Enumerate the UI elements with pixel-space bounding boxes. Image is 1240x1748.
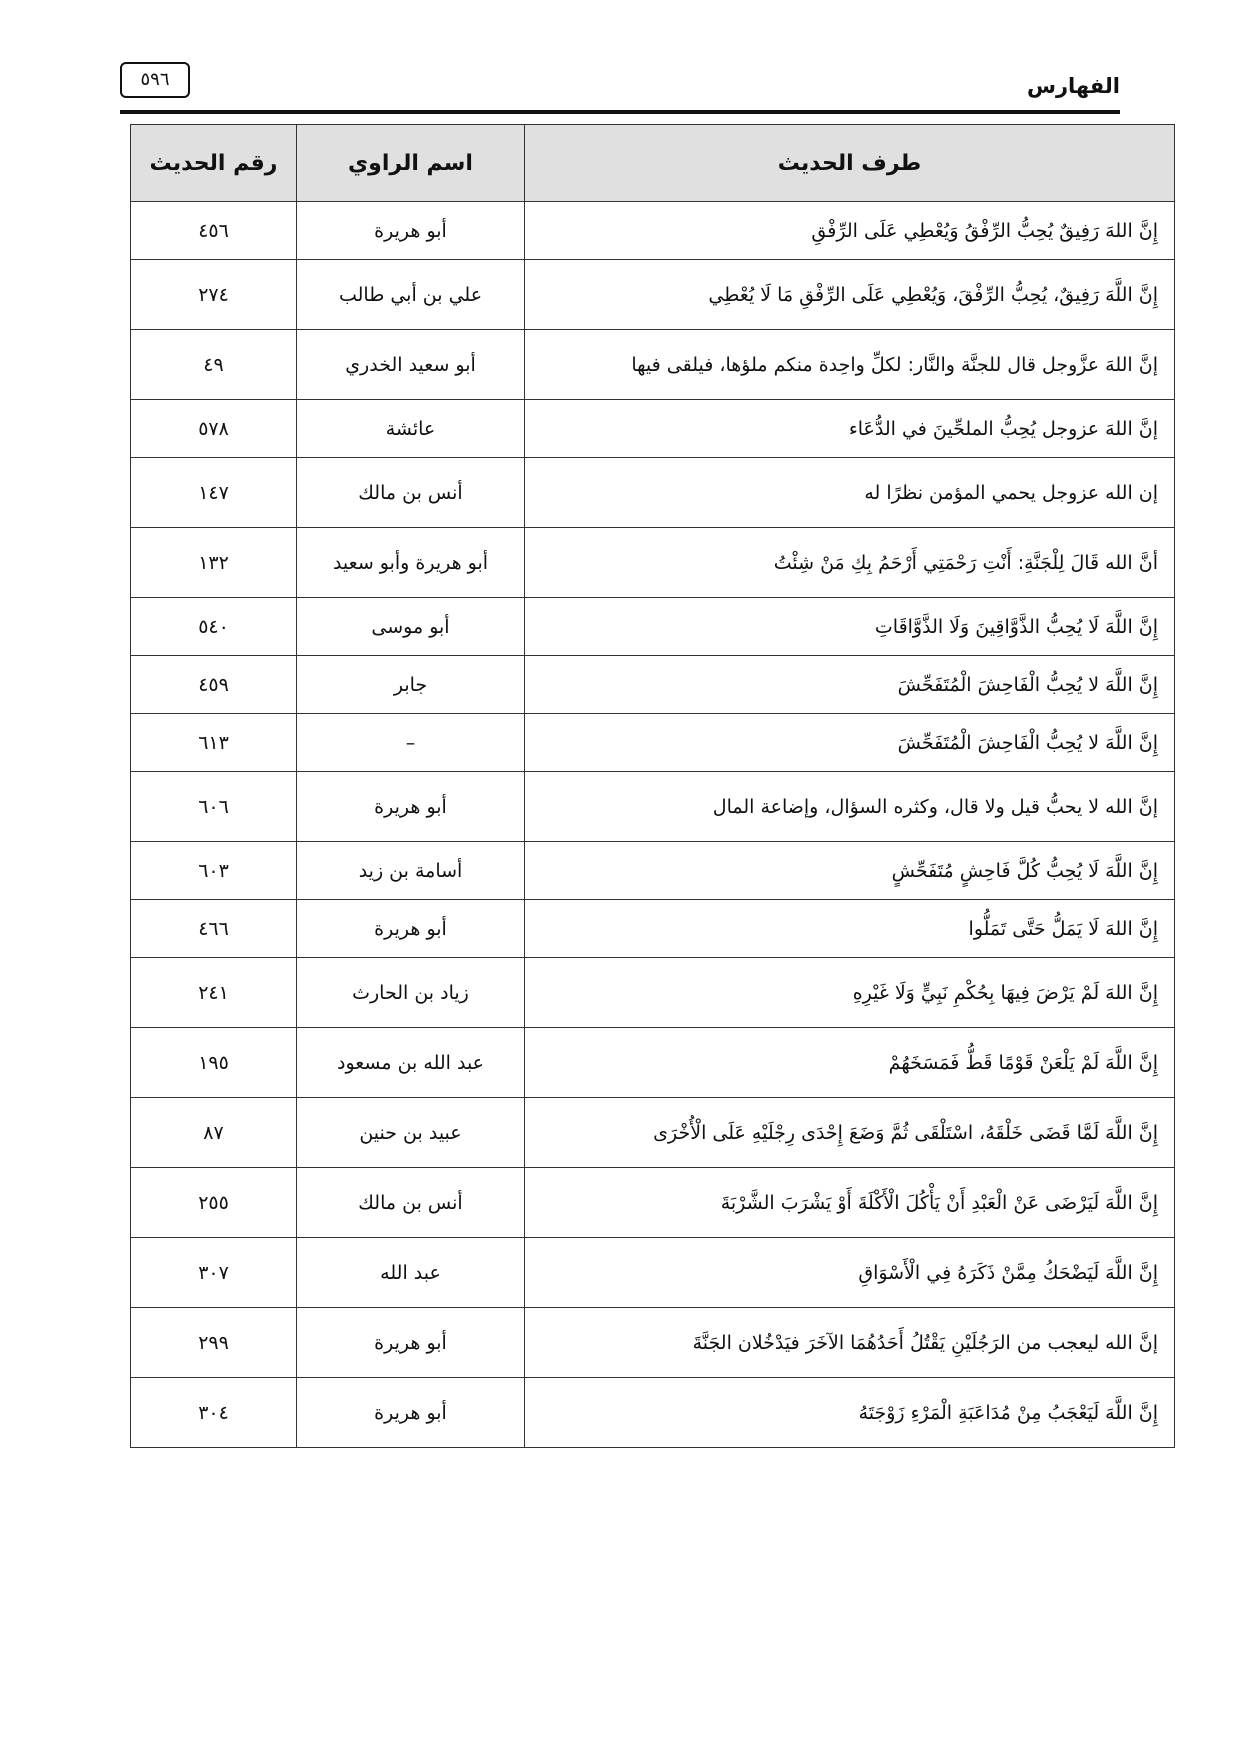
table-row — [131, 1168, 1175, 1238]
hadith-cell: إِنَّ اللَّهَ لَيَرْضَى عَنْ الْعَبْدِ أَنْ يَأْكُلَ الْأَكْلَةَ أَوْ يَشْرَبَ الشَّرْبَةَ — [525, 1168, 1175, 1238]
table-row — [131, 958, 1175, 1028]
hadith-number-cell: ٥٧٨ — [131, 400, 297, 458]
narrator-cell: أبو هريرة — [297, 900, 525, 958]
narrator-cell: عبد الله — [297, 1238, 525, 1308]
hadith-cell: إِنَّ اللهَ رَفِيقٌ يُحِبُّ الرِّفْقُ وَيُعْطِي عَلَى الرِّفْقِ — [525, 202, 1175, 260]
hadith-cell: إِنَّ اللَّهَ لَا يُحِبُّ الذَّوَّاقِينَ وَلَا الذَّوَّاقَاتِ — [525, 598, 1175, 656]
hadith-cell: إنَّ الله لا يحبُّ قيل ولا قال، وكثره السؤال، وإضاعة المال — [525, 772, 1175, 842]
hadith-number-cell: ٥٤٠ — [131, 598, 297, 656]
hadith-cell: إنَّ الله ليعجب من الرَجُلَيْنِ يَقْتُلُ أَحَدُهُمَا الآخَرَ فيَدْخُلان الجَنَّةَ — [525, 1308, 1175, 1378]
hadith-cell: إِنَّ اللَّهَ لَمْ يَلْعَنْ قَوْمًا قَطُّ فَمَسَخَهُمْ — [525, 1028, 1175, 1098]
hadith-number-cell: ٢٩٩ — [131, 1308, 297, 1378]
hadith-cell: إِنَّ اللَّهَ لَمَّا قَضَى خَلْقَهُ، اسْتَلْقَى ثُمَّ وَضَعَ إِحْدَى رِجْلَيْهِ عَلَى الْأُخْرَى — [525, 1098, 1175, 1168]
hadith-number-cell: ٤٥٦ — [131, 202, 297, 260]
table-row — [131, 656, 1175, 714]
hadith-cell: إِنَّ اللَّهَ لَيَعْجَبُ مِنْ مُدَاعَبَةِ الْمَرْءِ زَوْجَتَهُ — [525, 1378, 1175, 1448]
narrator-cell: أبو موسى — [297, 598, 525, 656]
hadith-number-cell: ٦١٣ — [131, 714, 297, 772]
narrator-cell: أبو هريرة — [297, 1308, 525, 1378]
hadith-cell: إِنَّ اللَّهَ لَيَضْحَكُ مِمَّنْ ذَكَرَهُ فِي الْأَسْوَاقِ — [525, 1238, 1175, 1308]
narrator-cell: علي بن أبي طالب — [297, 260, 525, 330]
narrator-cell: زياد بن الحارث — [297, 958, 525, 1028]
table-row — [131, 202, 1175, 260]
narrator-cell: عائشة — [297, 400, 525, 458]
hadith-cell: إِنَّ اللهَ لَمْ يَرْضَ فِيهَا بِحُكْمِ نَبِيٍّ وَلَا غَيْرِهِ — [525, 958, 1175, 1028]
table-row — [131, 714, 1175, 772]
table-row — [131, 772, 1175, 842]
table-header-row — [131, 125, 1175, 202]
page-header — [120, 62, 1120, 110]
narrator-cell: عبد الله بن مسعود — [297, 1028, 525, 1098]
narrator-cell: أبو هريرة — [297, 202, 525, 260]
hadith-cell: إنَّ اللهَ عزوجل يُحِبُّ الملحِّينَ في الدُّعَاء — [525, 400, 1175, 458]
hadith-number-cell: ٢٥٥ — [131, 1168, 297, 1238]
narrator-cell: أبو هريرة — [297, 772, 525, 842]
hadith-cell: إِنَّ اللَّهَ لَا يُحِبُّ كُلَّ فَاحِشٍ مُتَفَحِّشٍ — [525, 842, 1175, 900]
hadith-cell: إن الله عزوجل يحمي المؤمن نظرًا له — [525, 458, 1175, 528]
narrator-cell: عبيد بن حنين — [297, 1098, 525, 1168]
hadith-number-cell: ٢٧٤ — [131, 260, 297, 330]
hadith-index-table — [130, 124, 1175, 1448]
narrator-cell: أسامة بن زيد — [297, 842, 525, 900]
narrator-cell: أنس بن مالك — [297, 458, 525, 528]
hadith-number-cell: ١٤٧ — [131, 458, 297, 528]
narrator-cell: – — [297, 714, 525, 772]
table-row — [131, 1098, 1175, 1168]
hadith-number-cell: ١٩٥ — [131, 1028, 297, 1098]
column-header-number: رقم الحديث — [131, 125, 297, 202]
narrator-cell: أبو سعيد الخدري — [297, 330, 525, 400]
narrator-cell: جابر — [297, 656, 525, 714]
table-row — [131, 1308, 1175, 1378]
hadith-number-cell: ٦٠٦ — [131, 772, 297, 842]
hadith-number-cell: ٣٠٧ — [131, 1238, 297, 1308]
table-row — [131, 400, 1175, 458]
table-row — [131, 1028, 1175, 1098]
hadith-number-cell: ٤٦٦ — [131, 900, 297, 958]
hadith-cell: إنَّ اللهَ عزَّوجل قال للجنَّة والنَّار: لكلِّ واحِدة منكم ملؤها، فيلقى فيها — [525, 330, 1175, 400]
header-rule — [120, 110, 1120, 114]
table-row — [131, 1238, 1175, 1308]
hadith-cell: إِنَّ اللَّهَ لا يُحِبُّ الْفَاحِشَ الْمُتَفَحِّشَ — [525, 714, 1175, 772]
hadith-cell: أنَّ الله قَالَ لِلْجَنَّةِ: أَنْتِ رَحْمَتِي أَرْحَمُ بِكِ مَنْ شِئْتُ — [525, 528, 1175, 598]
table-row — [131, 598, 1175, 656]
hadith-number-cell: ٤٥٩ — [131, 656, 297, 714]
column-header-narrator: اسم الراوي — [297, 125, 525, 202]
table-row — [131, 458, 1175, 528]
hadith-number-cell: ٣٠٤ — [131, 1378, 297, 1448]
hadith-cell: إِنَّ اللهَ لَا يَمَلُّ حَتَّى تَمَلُّوا — [525, 900, 1175, 958]
narrator-cell: أبو هريرة — [297, 1378, 525, 1448]
hadith-number-cell: ٨٧ — [131, 1098, 297, 1168]
narrator-cell: أنس بن مالك — [297, 1168, 525, 1238]
hadith-number-cell: ٤٩ — [131, 330, 297, 400]
hadith-number-cell: ٦٠٣ — [131, 842, 297, 900]
table-row — [131, 260, 1175, 330]
running-title: الفهارس — [1026, 74, 1120, 98]
table-row — [131, 1378, 1175, 1448]
table-row — [131, 842, 1175, 900]
hadith-number-cell: ١٣٢ — [131, 528, 297, 598]
table-row — [131, 900, 1175, 958]
table-row — [131, 330, 1175, 400]
hadith-number-cell: ٢٤١ — [131, 958, 297, 1028]
table-row — [131, 528, 1175, 598]
hadith-cell: إِنَّ اللَّهَ رَفِيقٌ، يُحِبُّ الرِّفْقَ، وَيُعْطِي عَلَى الرِّفْقِ مَا لَا يُعْطِي — [525, 260, 1175, 330]
narrator-cell: أبو هريرة وأبو سعيد — [297, 528, 525, 598]
column-header-hadith: طرف الحديث — [525, 125, 1175, 202]
page-number: ٥٩٦ — [120, 62, 190, 98]
hadith-cell: إِنَّ اللَّهَ لا يُحِبُّ الْفَاحِشَ الْمُتَفَحِّشَ — [525, 656, 1175, 714]
table-body — [131, 202, 1175, 1448]
